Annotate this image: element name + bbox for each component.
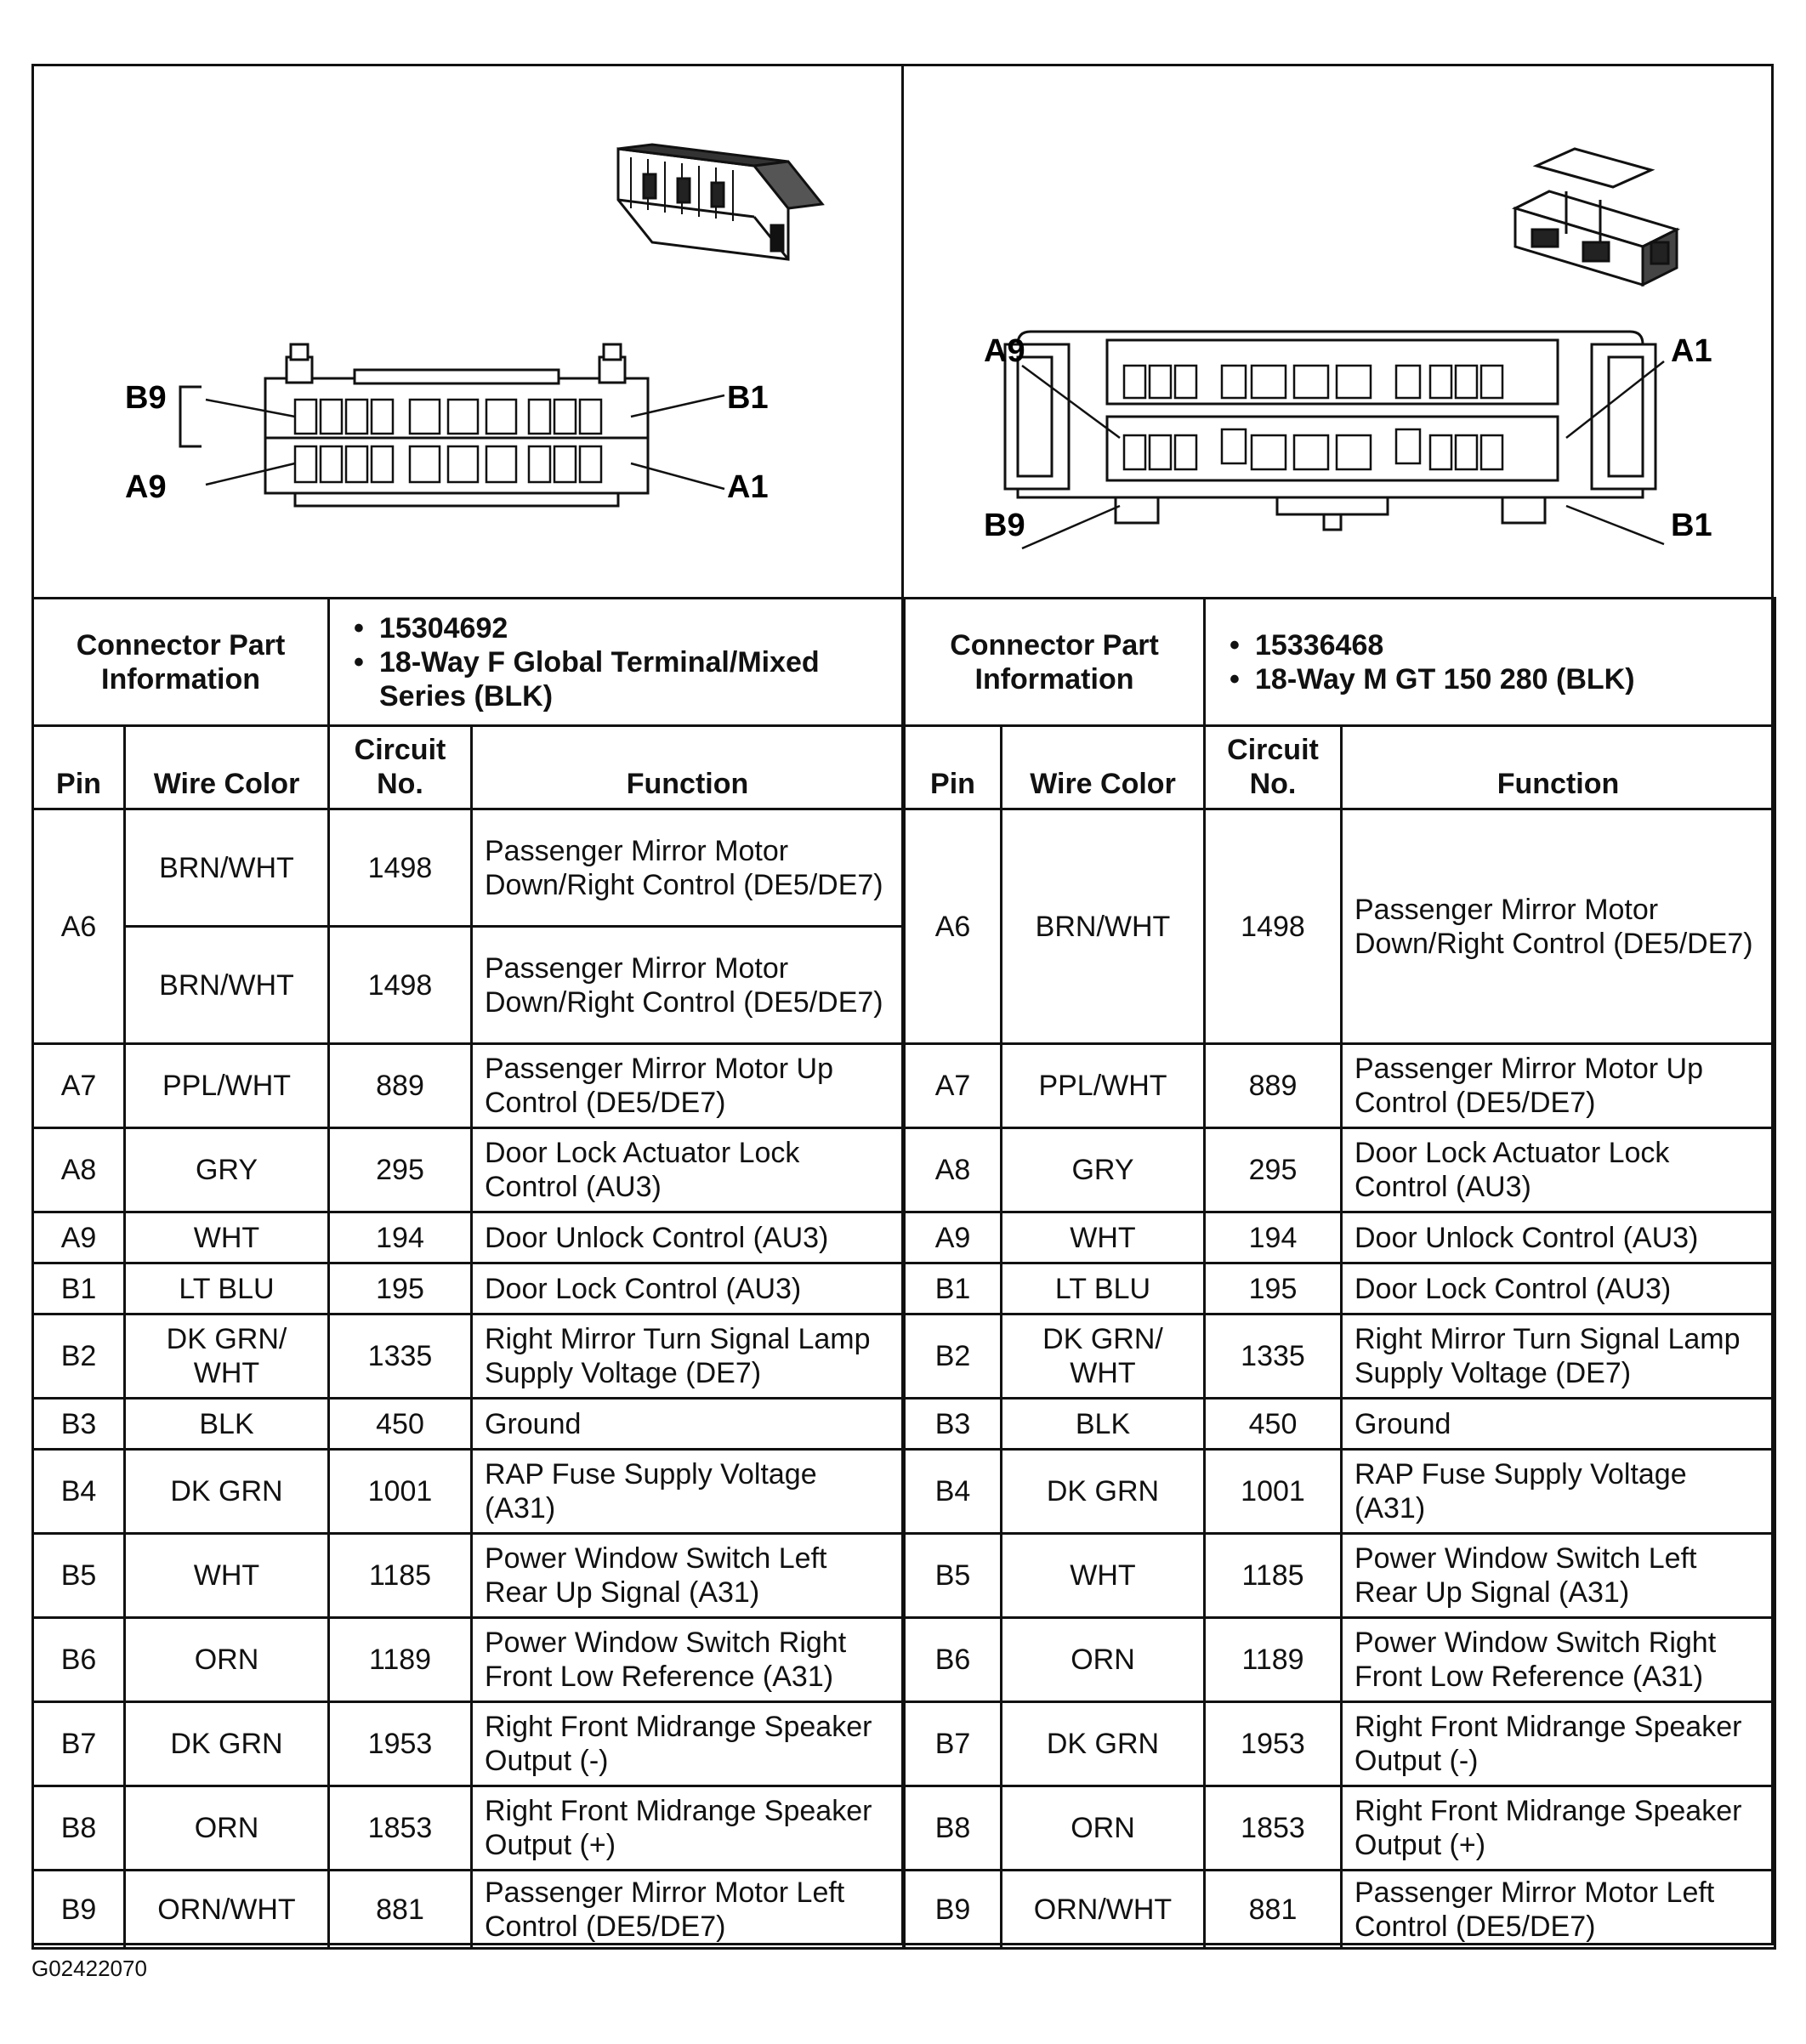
table-row (33, 1871, 904, 1949)
function-cell: Passenger Mirror Motor Down/Right Control (DE5/DE7) (1342, 809, 1775, 1044)
table-row (33, 1128, 904, 1212)
table-row (33, 1044, 904, 1128)
function-cell: RAP Fuse Supply Voltage (A31) (1342, 1450, 1775, 1534)
table-row (905, 1044, 1775, 1128)
wire-color-cell: DK GRN (1002, 1702, 1205, 1786)
table-row (33, 1618, 904, 1702)
circuit-cell: 295 (329, 1128, 472, 1212)
left-callout-b9: B9 (125, 380, 167, 416)
wire-color-cell: PPL/WHT (125, 1044, 329, 1128)
right-3d-connector-icon (1515, 149, 1677, 285)
wire-color-cell: BLK (125, 1399, 329, 1450)
pin-cell: B3 (905, 1399, 1002, 1450)
left-pin-table (31, 597, 905, 1950)
function-cell: Right Front Midrange Speaker Output (+) (472, 1786, 904, 1871)
left-connector-drawing (31, 64, 902, 597)
function-cell: Door Unlock Control (AU3) (472, 1212, 904, 1263)
circuit-cell: 1185 (329, 1534, 472, 1618)
circuit-cell: 1953 (329, 1702, 472, 1786)
table-row (33, 1534, 904, 1618)
circuit-cell: 195 (1205, 1263, 1342, 1314)
pin-cell: A6 (905, 809, 1002, 1044)
table-row (905, 1450, 1775, 1534)
left-part-number: • 15304692 (379, 611, 890, 645)
right-callout-a1: A1 (1671, 333, 1712, 369)
circuit-no-header: Circuit No. (1205, 726, 1342, 809)
right-part-description: • 18-Way M GT 150 280 (BLK) (1255, 662, 1762, 696)
left-part-info-value (329, 599, 904, 726)
circuit-cell: 1001 (329, 1450, 472, 1534)
pin-cell: B9 (905, 1871, 1002, 1949)
pin-cell: A8 (905, 1128, 1002, 1212)
pin-cell: B2 (33, 1314, 125, 1399)
pin-cell: B7 (905, 1702, 1002, 1786)
function-header: Function (472, 726, 904, 809)
function-header: Function (1342, 726, 1775, 809)
right-callout-b9: B9 (984, 508, 1025, 543)
connector-part-info-label: Connector Part Information (33, 599, 329, 726)
table-row (33, 809, 904, 927)
figure-id: G02422070 (31, 1956, 147, 1981)
function-cell: Power Window Switch Left Rear Up Signal (A31) (472, 1534, 904, 1618)
function-cell: Right Mirror Turn Signal Lamp Supply Voltage (DE7) (1342, 1314, 1775, 1399)
function-cell: Right Mirror Turn Signal Lamp Supply Voltage (DE7) (472, 1314, 904, 1399)
wire-color-cell: GRY (125, 1128, 329, 1212)
right-column-headers (905, 726, 1775, 809)
pin-header: Pin (905, 726, 1002, 809)
pin-cell: B4 (33, 1450, 125, 1534)
connector-sheet (31, 64, 1774, 1945)
circuit-cell: 1185 (1205, 1534, 1342, 1618)
function-cell: Door Lock Actuator Lock Control (AU3) (1342, 1128, 1775, 1212)
wire-color-cell: BLK (1002, 1399, 1205, 1450)
function-cell: Ground (472, 1399, 904, 1450)
circuit-cell: 1335 (329, 1314, 472, 1399)
left-part-info-row (33, 599, 904, 726)
right-part-number: • 15336468 (1255, 628, 1762, 662)
pin-cell: B8 (905, 1786, 1002, 1871)
left-connector-figure (31, 64, 902, 597)
circuit-cell: 881 (1205, 1871, 1342, 1949)
pin-cell: B6 (905, 1618, 1002, 1702)
circuit-cell: 881 (329, 1871, 472, 1949)
pin-cell: B5 (33, 1534, 125, 1618)
pin-cell: B6 (33, 1618, 125, 1702)
left-callout-a9: A9 (125, 469, 167, 505)
wire-color-cell: ORN (125, 1618, 329, 1702)
circuit-cell: 1853 (329, 1786, 472, 1871)
right-connector-drawing (903, 64, 1774, 597)
table-row (33, 1702, 904, 1786)
pin-cell: A7 (33, 1044, 125, 1128)
wire-color-cell: WHT (125, 1212, 329, 1263)
function-cell: RAP Fuse Supply Voltage (A31) (472, 1450, 904, 1534)
function-cell: Door Unlock Control (AU3) (1342, 1212, 1775, 1263)
left-callout-b1: B1 (727, 380, 769, 416)
wire-color-cell: BRN/WHT (125, 927, 329, 1044)
table-row (905, 1786, 1775, 1871)
circuit-no-header: Circuit No. (329, 726, 472, 809)
pin-cell: B8 (33, 1786, 125, 1871)
left-3d-connector-icon (618, 145, 822, 259)
wire-color-cell: WHT (1002, 1534, 1205, 1618)
wire-color-cell: PPL/WHT (1002, 1044, 1205, 1128)
pin-cell: B9 (33, 1871, 125, 1949)
pin-cell: B1 (905, 1263, 1002, 1314)
wire-color-cell: BRN/WHT (1002, 809, 1205, 1044)
table-row (905, 1618, 1775, 1702)
function-cell: Passenger Mirror Motor Left Control (DE5/DE7) (1342, 1871, 1775, 1949)
circuit-cell: 1189 (1205, 1618, 1342, 1702)
function-cell: Door Lock Control (AU3) (472, 1263, 904, 1314)
left-callout-a1: A1 (727, 469, 769, 505)
table-row (33, 1450, 904, 1534)
table-row (905, 809, 1775, 1044)
wire-color-cell: LT BLU (125, 1263, 329, 1314)
right-connector-figure (903, 64, 1774, 597)
pin-cell: A7 (905, 1044, 1002, 1128)
right-connector-face (1005, 332, 1656, 530)
function-cell: Passenger Mirror Motor Left Control (DE5/DE7) (472, 1871, 904, 1949)
wire-color-header: Wire Color (1002, 726, 1205, 809)
table-row (905, 1871, 1775, 1949)
wire-color-cell: ORN (1002, 1786, 1205, 1871)
function-cell: Door Lock Control (AU3) (1342, 1263, 1775, 1314)
table-row (905, 1399, 1775, 1450)
circuit-cell: 1498 (329, 809, 472, 927)
wire-color-cell: DK GRN (125, 1450, 329, 1534)
pin-cell: A9 (33, 1212, 125, 1263)
table-row (33, 1263, 904, 1314)
left-connector-face (180, 344, 648, 506)
table-row (33, 1399, 904, 1450)
right-part-info-row (905, 599, 1775, 726)
circuit-cell: 889 (329, 1044, 472, 1128)
circuit-cell: 450 (329, 1399, 472, 1450)
wire-color-cell: ORN (1002, 1618, 1205, 1702)
table-row (905, 1534, 1775, 1618)
function-cell: Passenger Mirror Motor Up Control (DE5/DE7) (1342, 1044, 1775, 1128)
right-callout-b1: B1 (1671, 508, 1712, 543)
connector-part-info-label: Connector Part Information (905, 599, 1205, 726)
right-part-info-value (1205, 599, 1775, 726)
function-cell: Power Window Switch Right Front Low Reference (A31) (1342, 1618, 1775, 1702)
right-callout-a9: A9 (984, 333, 1025, 369)
circuit-cell: 195 (329, 1263, 472, 1314)
function-cell: Power Window Switch Left Rear Up Signal (A31) (1342, 1534, 1775, 1618)
pin-header: Pin (33, 726, 125, 809)
wire-color-cell: DK GRN/ WHT (1002, 1314, 1205, 1399)
circuit-cell: 194 (1205, 1212, 1342, 1263)
wire-color-cell: LT BLU (1002, 1263, 1205, 1314)
function-cell: Passenger Mirror Motor Up Control (DE5/DE7) (472, 1044, 904, 1128)
wire-color-header: Wire Color (125, 726, 329, 809)
function-cell: Right Front Midrange Speaker Output (+) (1342, 1786, 1775, 1871)
panel-divider (901, 64, 904, 1945)
circuit-cell: 1953 (1205, 1702, 1342, 1786)
wire-color-cell: BRN/WHT (125, 809, 329, 927)
left-column-headers (33, 726, 904, 809)
table-row (905, 1263, 1775, 1314)
wire-color-cell: ORN (125, 1786, 329, 1871)
pin-cell: A9 (905, 1212, 1002, 1263)
wire-color-cell: GRY (1002, 1128, 1205, 1212)
pin-cell: A6 (33, 809, 125, 1044)
table-row (905, 1212, 1775, 1263)
wire-color-cell: ORN/WHT (125, 1871, 329, 1949)
circuit-cell: 1498 (1205, 809, 1342, 1044)
circuit-cell: 1335 (1205, 1314, 1342, 1399)
wire-color-cell: DK GRN/ WHT (125, 1314, 329, 1399)
function-cell: Passenger Mirror Motor Down/Right Control (DE5/DE7) (472, 809, 904, 927)
circuit-cell: 1001 (1205, 1450, 1342, 1534)
function-cell: Ground (1342, 1399, 1775, 1450)
circuit-cell: 1853 (1205, 1786, 1342, 1871)
table-row (33, 1212, 904, 1263)
wire-color-cell: WHT (1002, 1212, 1205, 1263)
pin-cell: B5 (905, 1534, 1002, 1618)
pin-cell: B2 (905, 1314, 1002, 1399)
wire-color-cell: ORN/WHT (1002, 1871, 1205, 1949)
function-cell: Right Front Midrange Speaker Output (-) (1342, 1702, 1775, 1786)
table-row (33, 927, 904, 1044)
circuit-cell: 295 (1205, 1128, 1342, 1212)
function-cell: Power Window Switch Right Front Low Reference (A31) (472, 1618, 904, 1702)
wire-color-cell: DK GRN (125, 1702, 329, 1786)
function-cell: Door Lock Actuator Lock Control (AU3) (472, 1128, 904, 1212)
table-row (905, 1128, 1775, 1212)
wire-color-cell: WHT (125, 1534, 329, 1618)
pin-cell: B3 (33, 1399, 125, 1450)
function-cell: Passenger Mirror Motor Down/Right Control (DE5/DE7) (472, 927, 904, 1044)
pin-cell: A8 (33, 1128, 125, 1212)
circuit-cell: 1189 (329, 1618, 472, 1702)
table-row (905, 1702, 1775, 1786)
circuit-cell: 450 (1205, 1399, 1342, 1450)
table-row (33, 1314, 904, 1399)
function-cell: Right Front Midrange Speaker Output (-) (472, 1702, 904, 1786)
wire-color-cell: DK GRN (1002, 1450, 1205, 1534)
pin-cell: B1 (33, 1263, 125, 1314)
circuit-cell: 194 (329, 1212, 472, 1263)
pin-cell: B7 (33, 1702, 125, 1786)
circuit-cell: 1498 (329, 927, 472, 1044)
left-part-description: • 18-Way F Global Terminal/Mixed Series (BLK) (379, 645, 890, 713)
table-row (33, 1786, 904, 1871)
table-row (905, 1314, 1775, 1399)
circuit-cell: 889 (1205, 1044, 1342, 1128)
pin-cell: B4 (905, 1450, 1002, 1534)
right-pin-table (903, 597, 1776, 1950)
